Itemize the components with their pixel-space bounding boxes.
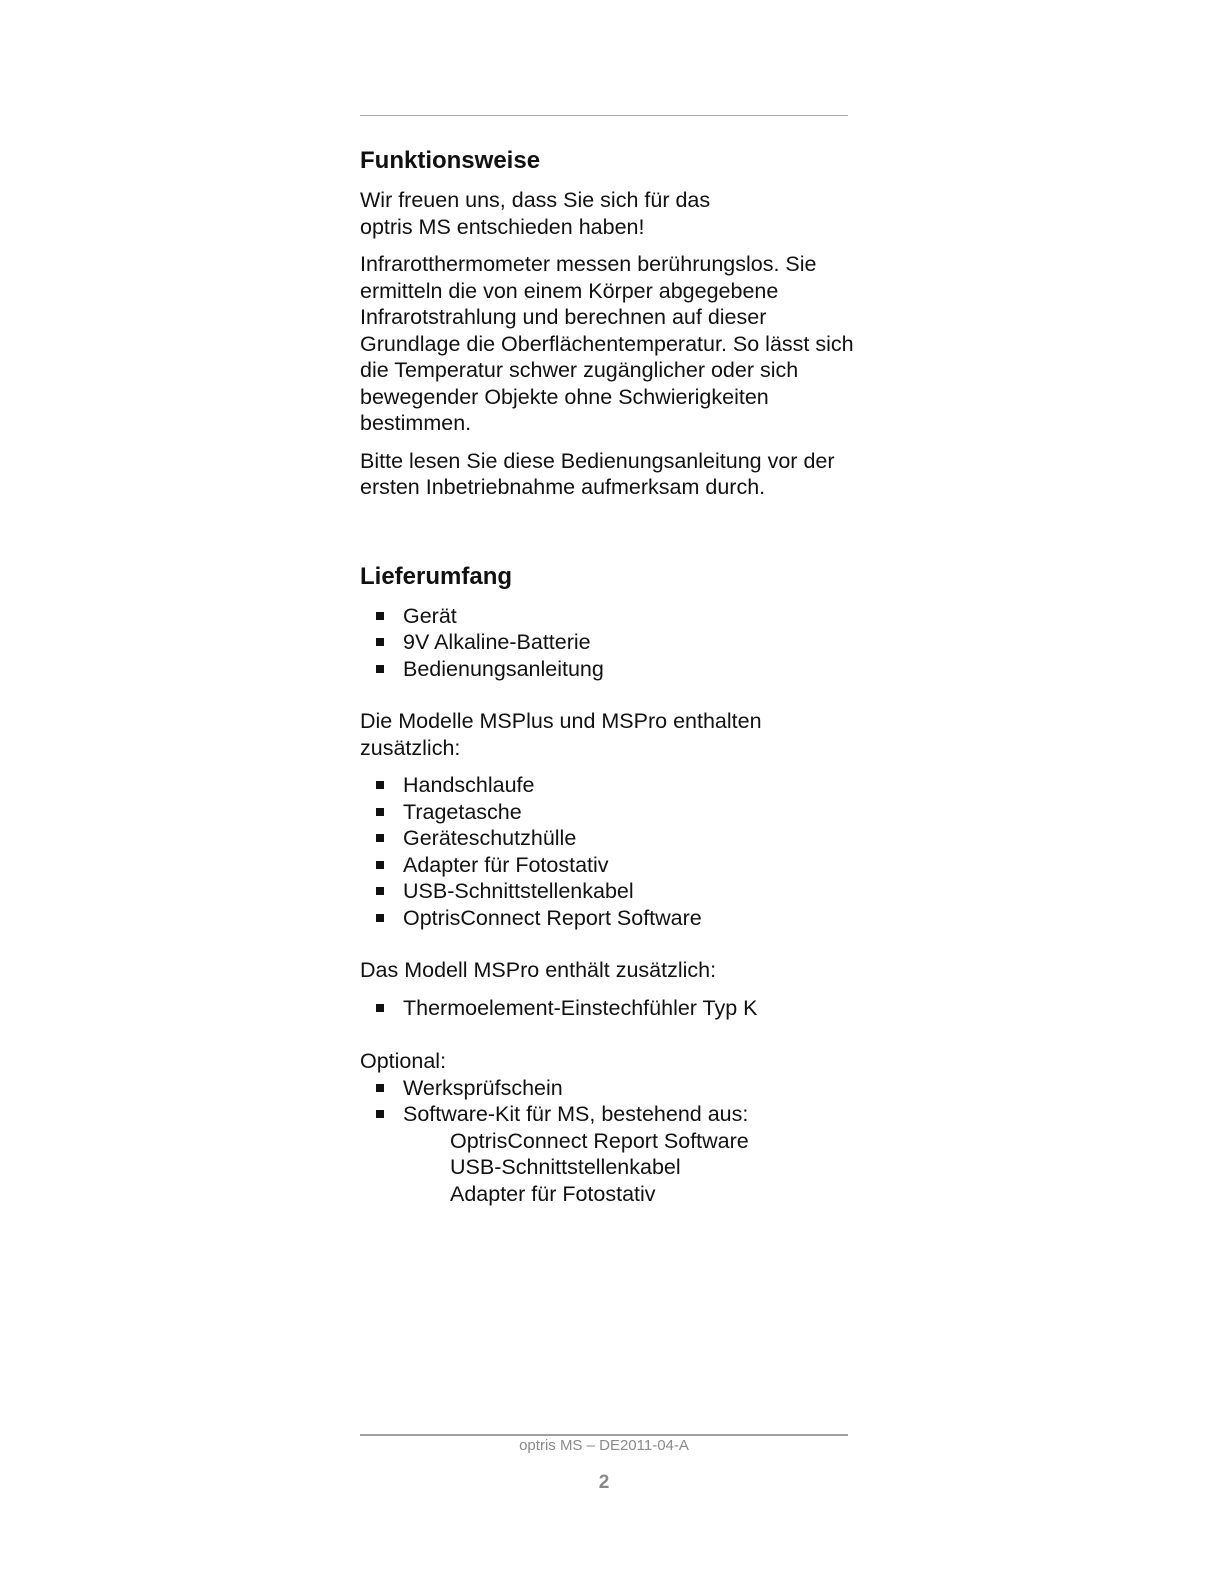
optional-intro: Optional: bbox=[360, 1049, 447, 1073]
models-plus-pro-intro: Die Modelle MSPlus und MSPro enthalten zusätzlich: bbox=[360, 709, 762, 760]
bullet-icon bbox=[376, 781, 384, 789]
section-heading-funktionsweise: Funktionsweise bbox=[360, 147, 541, 174]
bullet-icon bbox=[376, 638, 384, 646]
list-item: Geräteschutzhülle bbox=[360, 825, 860, 852]
bullet-icon bbox=[376, 1110, 384, 1118]
model-pro-intro: Das Modell MSPro enthält zusätzlich: bbox=[360, 958, 717, 982]
header-rule bbox=[360, 115, 848, 116]
list-item: Handschlaufe bbox=[360, 772, 860, 799]
list-item: 9V Alkaline-Batterie bbox=[360, 629, 860, 656]
software-kit-item: Adapter für Fotostativ bbox=[450, 1181, 656, 1206]
intro-paragraph bbox=[360, 187, 860, 240]
instruction-paragraph: Bitte lesen Sie diese Bedienungsanleitung vor der ersten Inbetriebnahme aufmerksam durch. bbox=[360, 448, 835, 499]
software-kit-item: USB-Schnittstellenkabel bbox=[450, 1155, 681, 1179]
list-item: OptrisConnect Report Software bbox=[360, 905, 860, 932]
scope-list-optional bbox=[360, 1075, 860, 1128]
intro-line-2: optris MS entschieden haben! bbox=[360, 214, 645, 239]
bullet-icon bbox=[376, 612, 384, 620]
page-content bbox=[360, 146, 860, 1207]
scope-list-pro bbox=[360, 995, 860, 1022]
list-item: Software-Kit für MS, bestehend aus: bbox=[360, 1101, 860, 1128]
list-item: USB-Schnittstellenkabel bbox=[360, 878, 860, 905]
list-item: Tragetasche bbox=[360, 799, 860, 826]
bullet-icon bbox=[376, 887, 384, 895]
list-item: Bedienungsanleitung bbox=[360, 656, 860, 683]
bullet-icon bbox=[376, 914, 384, 922]
bullet-icon bbox=[376, 808, 384, 816]
page-number: 2 bbox=[598, 1472, 610, 1493]
scope-list-plus-pro bbox=[360, 772, 860, 931]
description-paragraph: Infrarotthermometer messen berührungslos. Sie ermitteln die von einem Körper abgegebene Infrarotstrahlung und berechnen auf dieser Grundlage die Oberflächentemperatur. So lässt sich die Temperatur schwer zugänglicher oder sich bewegender Objekte ohne Schwierigkeiten bestimmen. bbox=[360, 252, 854, 435]
software-kit-item: OptrisConnect Report Software bbox=[450, 1128, 749, 1153]
list-item: Werksprüfschein bbox=[360, 1075, 860, 1102]
footer-rule bbox=[360, 1434, 848, 1436]
bullet-icon bbox=[376, 665, 384, 673]
list-item: Adapter für Fotostativ bbox=[360, 852, 860, 879]
bullet-icon bbox=[376, 1084, 384, 1092]
list-item: Thermoelement-Einstechfühler Typ K bbox=[360, 995, 860, 1022]
section-heading-lieferumfang: Lieferumfang bbox=[360, 562, 513, 590]
bullet-icon bbox=[376, 1004, 384, 1012]
intro-line-1: Wir freuen uns, dass Sie sich für das bbox=[360, 188, 711, 212]
list-item: Gerät bbox=[360, 603, 860, 630]
footer-document-id: optris MS – DE2011-04-A bbox=[519, 1437, 689, 1454]
scope-list-standard bbox=[360, 603, 860, 683]
bullet-icon bbox=[376, 861, 384, 869]
bullet-icon bbox=[376, 834, 384, 842]
